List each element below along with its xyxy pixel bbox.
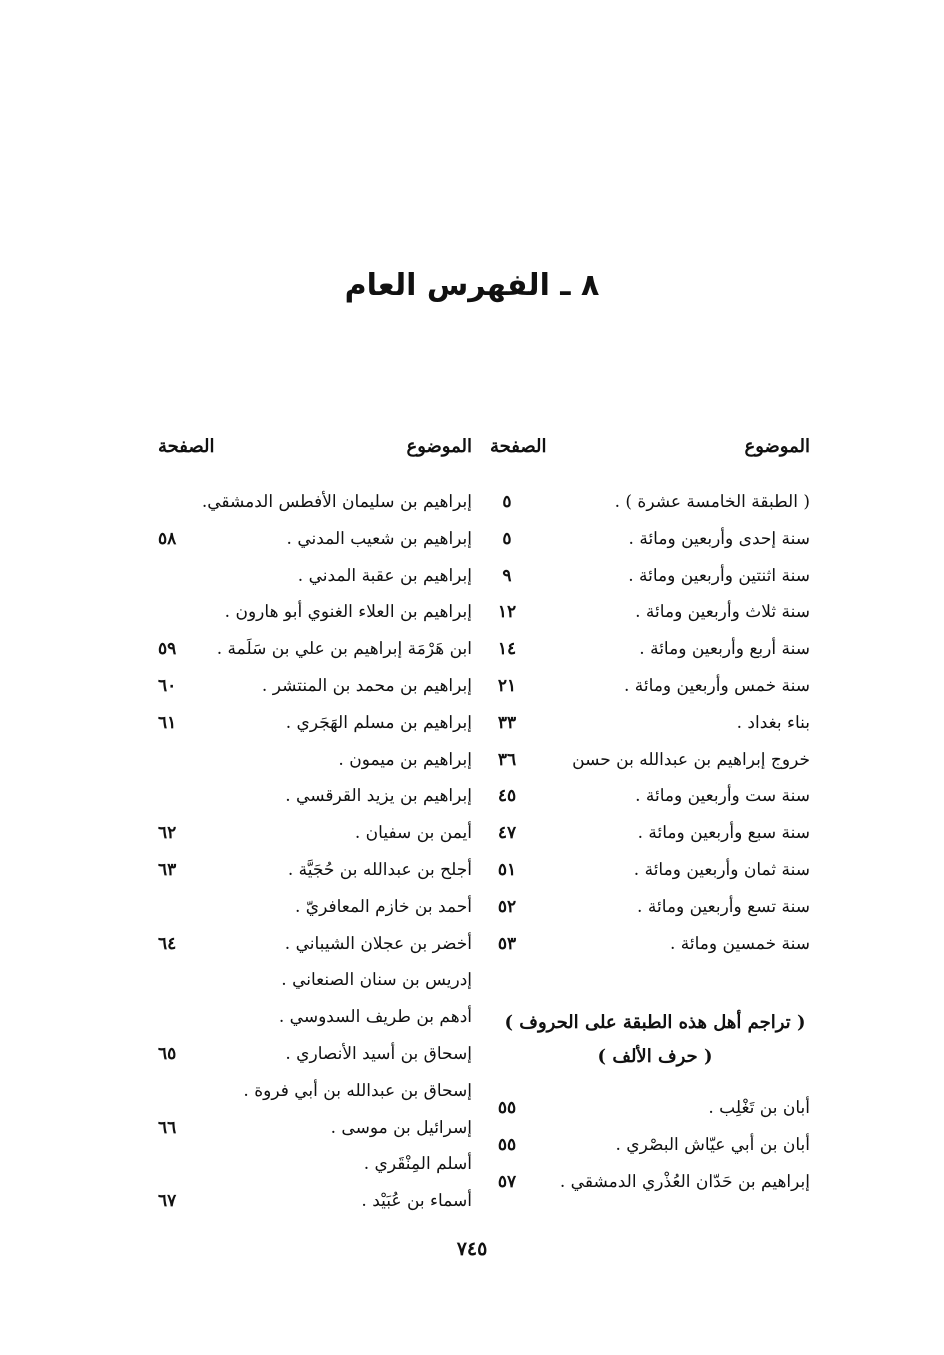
index-entry (158, 1191, 474, 1228)
section-heading (490, 1012, 820, 1080)
topic-header: الموضوع (744, 436, 810, 457)
entry-topic: إبراهيم بن عقبة المدني . (297, 565, 472, 586)
entry-topic: أدهم بن طريف السدوسي . (278, 1007, 472, 1028)
section-heading-line1: ( تراجم أهل هذه الطبقة على الحروف ) (504, 1012, 806, 1033)
entry-topic: أبان بن أبي عيّاش البصْري . (615, 1134, 810, 1155)
entry-topic: أبان بن تَغْلِب . (708, 1098, 810, 1118)
entry-topic: إبراهيم بن ميمون . (338, 749, 472, 770)
entry-topic: سنة أربع وأربعين ومائة . (639, 639, 810, 660)
entry-topic: إبراهيم بن العلاء الغنوي أبو هارون . (224, 602, 472, 623)
entry-topic: سنة ست وأربعين ومائة . (635, 786, 810, 807)
entry-page: ٥ (502, 528, 512, 549)
entry-page: ٥٧ (497, 1171, 517, 1192)
index-entry (490, 1098, 812, 1135)
entry-topic: خروج إبراهيم بن عبدالله بن حسن (572, 749, 810, 770)
index-list (158, 492, 474, 1228)
entry-topic: إبراهيم بن مسلم الهَجَري . (285, 712, 472, 733)
index-entry (158, 786, 474, 823)
entry-page: ١٤ (497, 639, 517, 660)
entry-page: ٥٩ (158, 639, 177, 660)
entry-topic: سنة خمسين ومائة . (669, 933, 810, 954)
entry-page: ٢١ (497, 675, 517, 696)
entry-topic: إبراهيم بن حَدّان العُذْري الدمشقي . (559, 1171, 810, 1192)
index-entry (158, 1154, 474, 1191)
index-column-right (490, 436, 812, 970)
index-entry (490, 750, 812, 787)
entry-page: ٣٦ (497, 749, 517, 770)
entry-topic: أخضر بن عجلان الشيباني . (284, 933, 472, 954)
entry-page: ٤٧ (497, 823, 517, 844)
entry-page: ٦٥ (158, 1043, 177, 1064)
entry-topic: سنة ثمان وأربعين ومائة . (633, 859, 810, 880)
entry-page: ٥٥ (497, 1134, 517, 1155)
entry-topic: أسماء بن عُبَيْد . (361, 1191, 472, 1212)
index-entry (490, 1172, 812, 1209)
entry-page: ٦٣ (158, 859, 177, 880)
index-entry (158, 897, 474, 934)
index-entry (158, 529, 474, 566)
index-entry (158, 492, 474, 529)
entry-topic: إبراهيم بن سليمان الأفطس الدمشقي. (201, 492, 472, 512)
index-entry (490, 860, 812, 897)
section-heading-line2: ( حرف الألف ) (597, 1046, 713, 1067)
index-entry (490, 713, 812, 750)
entry-page: ٦٧ (158, 1191, 177, 1212)
entry-topic: أسلم المِنْقَري . (363, 1154, 472, 1175)
entry-topic: سنة اثنتين وأربعين ومائة . (628, 565, 810, 586)
index-entry (158, 860, 474, 897)
topic-header: الموضوع (406, 436, 472, 457)
index-entry (158, 566, 474, 603)
index-entry (490, 934, 812, 971)
entry-page: ٣٣ (497, 712, 517, 733)
index-entry (490, 602, 812, 639)
index-entry (158, 639, 474, 676)
entry-page: ٦٠ (158, 675, 177, 696)
index-list (490, 492, 812, 970)
entry-topic: إبراهيم بن شعيب المدني . (286, 528, 472, 549)
index-entry (158, 1081, 474, 1118)
index-entry (158, 823, 474, 860)
entry-page: ٤٥ (497, 786, 517, 807)
index-entry (158, 1007, 474, 1044)
page-title: ٨ ـ الفهرس العام (344, 268, 600, 303)
entry-topic: سنة إحدى وأربعين ومائة . (628, 528, 810, 549)
entry-page: ٦٢ (158, 823, 177, 844)
entry-page: ٦٤ (158, 933, 177, 954)
entry-page: ٥٥ (497, 1098, 517, 1118)
index-entry (158, 1044, 474, 1081)
entry-topic: إسرائيل بن موسى . (330, 1117, 472, 1138)
entry-topic: إسحاق بن أسيد الأنصاري . (285, 1043, 472, 1064)
index-entry (490, 897, 812, 934)
index-entry (490, 1135, 812, 1172)
entry-page: ٦٦ (158, 1117, 177, 1138)
entry-topic: ابن هَرْمَة إبراهيم بن علي بن سَلَمة . (216, 639, 472, 660)
entry-topic: إسحاق بن عبدالله بن أبي فروة . (243, 1080, 472, 1101)
index-entry (158, 676, 474, 713)
column-header (158, 436, 474, 466)
entry-page: ٥٨ (158, 528, 177, 549)
entry-topic: إبراهيم بن يزيد القرقسي . (285, 786, 472, 807)
index-entry (158, 750, 474, 787)
index-entry (490, 492, 812, 529)
entry-page: ٥٣ (497, 933, 517, 954)
index-entry (158, 934, 474, 971)
index-entry (158, 1118, 474, 1155)
entry-page: ٥ (502, 492, 512, 512)
entry-topic: بناء بغداد . (736, 712, 810, 733)
index-entry (158, 602, 474, 639)
entry-topic: سنة تسع وأربعين ومائة . (637, 896, 810, 917)
page-header: الصفحة (490, 436, 547, 457)
column-header (490, 436, 812, 466)
entry-topic: سنة سبع وأربعين ومائة . (637, 823, 810, 844)
entry-topic: سنة خمس وأربعين ومائة . (623, 675, 810, 696)
entry-page: ٦١ (158, 712, 177, 733)
entry-topic: أجلح بن عبدالله بن حُجَيَّة . (287, 859, 472, 880)
entry-topic: أحمد بن خازم المعافريّ . (294, 896, 472, 917)
index-entry (490, 786, 812, 823)
entry-topic: إبراهيم بن محمد بن المنتشر . (261, 675, 472, 696)
entry-page: ١٢ (497, 602, 517, 623)
index-entry (158, 970, 474, 1007)
entry-topic: ( الطبقة الخامسة عشرة ) . (614, 492, 810, 512)
entry-topic: أيمن بن سفيان . (354, 823, 472, 844)
page-number: ٧٤٥ (456, 1238, 488, 1260)
index-entry (490, 823, 812, 860)
index-entry (490, 566, 812, 603)
entry-topic: سنة ثلاث وأربعين ومائة . (635, 602, 810, 623)
index-entry (490, 529, 812, 566)
entry-page: ٥٢ (497, 896, 517, 917)
page-header: الصفحة (158, 436, 215, 457)
entry-page: ٩ (502, 565, 512, 586)
index-column-left (158, 436, 474, 1228)
entry-page: ٥١ (497, 859, 517, 880)
index-entry (490, 676, 812, 713)
alef-entries-list (490, 1098, 812, 1208)
index-entry (158, 713, 474, 750)
index-entry (490, 639, 812, 676)
entry-topic: إدريس بن سنان الصنعاني . (281, 970, 472, 991)
